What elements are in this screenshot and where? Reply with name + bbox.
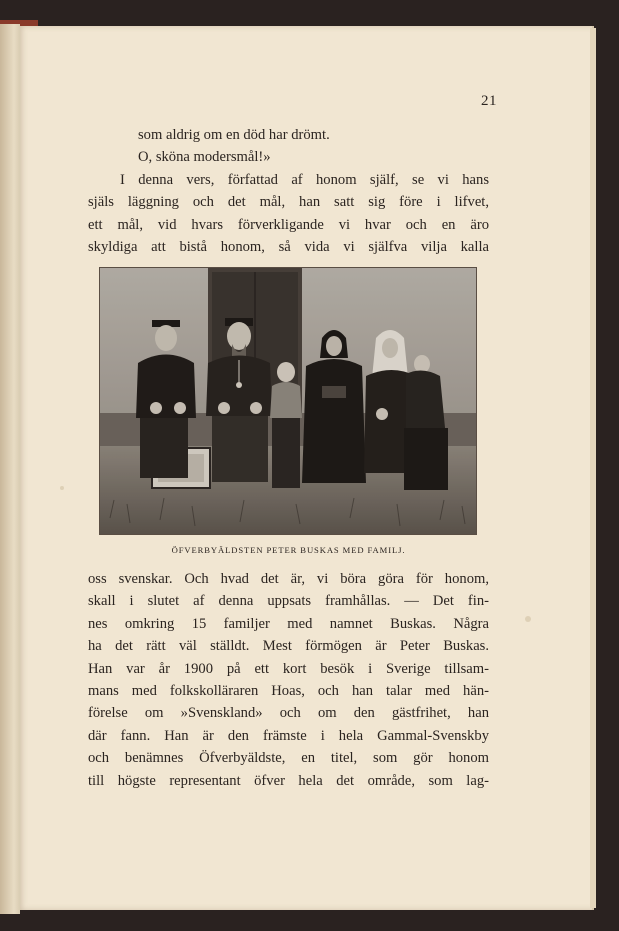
text-line: I denna vers, författad af honom själf, se vi hans [120,171,489,188]
text-line: förelse om »Svenskland» och om den gästfrihet, han [88,705,489,722]
paper-stain [60,486,64,490]
photograph-illustration [100,268,476,534]
text-line: oss svenskar. Och hvad det är, vi böra göra för honom, [88,571,489,587]
text-line: ha det rätt väl ställdt. Mest förmögen är Peter Buskas. [88,638,489,655]
photo-caption: ÖFVERBYÄLDSTEN PETER BUSKAS MED FAMILJ. [171,545,406,555]
text-line: nes omkring 15 familjer med namnet Buskas. Några [88,615,489,632]
text-line: O, sköna modersmål!» [138,149,271,166]
text-line: själs läggning och det mål, han satt sig före i lifvet, [88,194,489,211]
page-number: 21 [481,93,497,109]
text-line: mans med folkskolläraren Hoas, och han talar med hän- [88,683,489,700]
text-line: skall i slutet af denna uppsats framhållas. — Det fin- [88,593,489,610]
page-edge [590,28,596,908]
text-line: till högste representant öfver hela det område, som lag- [88,772,489,789]
facing-page-edge [0,24,20,914]
text-line: där fann. Han är den främste i hela Gammal-Svenskby [88,727,489,744]
text-line: och benämnes Öfverbyäldste, en titel, som gör honom [88,750,489,767]
family-photograph [99,267,477,535]
paper-stain [525,616,531,622]
text-line: som aldrig om en död har drömt. [138,127,330,143]
bottom-text-block [88,568,489,792]
text-line: Han var år 1900 på ett kort besök i Sverige tillsam- [88,660,489,677]
text-line: ett mål, vid hvars förverkligande vi hvar och en äro [88,216,489,233]
text-line: skyldiga att bistå honom, så vida vi själfva vilja kalla [88,239,489,256]
top-text-block [88,124,489,258]
